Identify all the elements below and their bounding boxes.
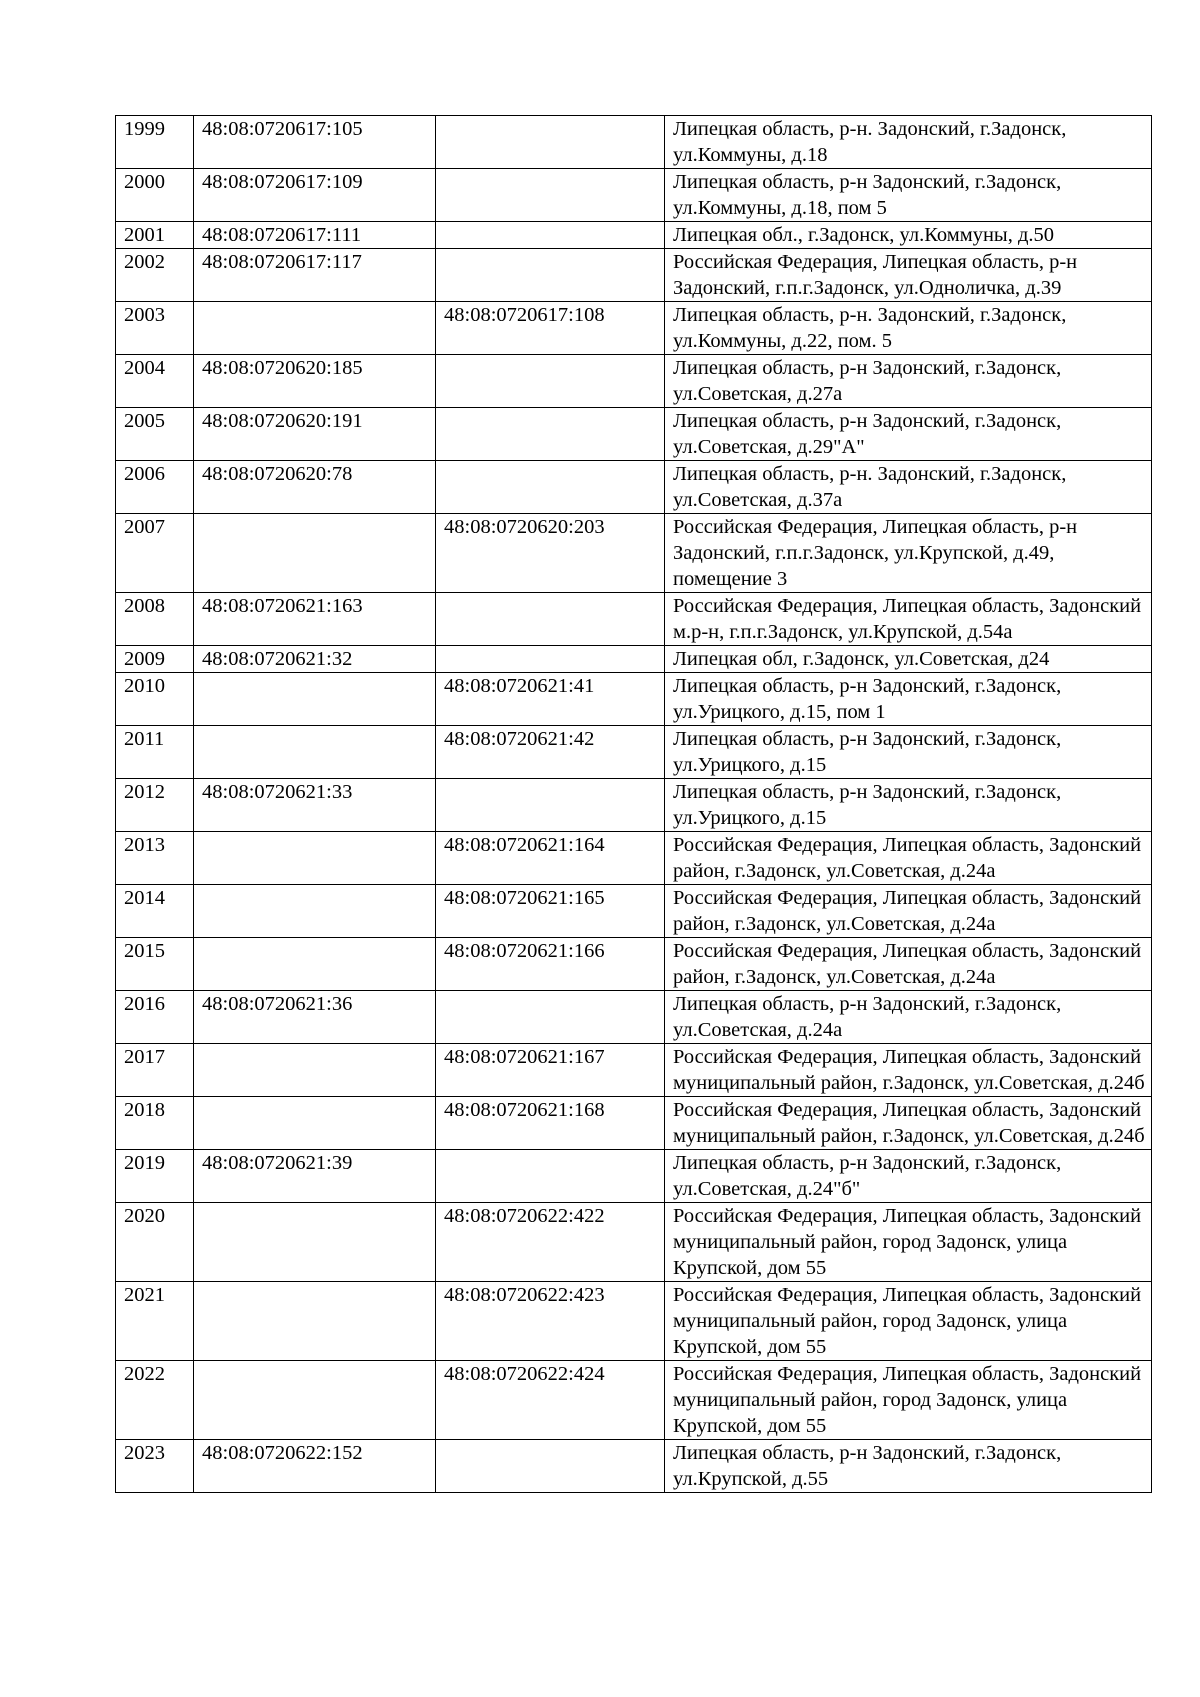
address-cell: Российская Федерация, Липецкая область, Задонский муниципальный район, г.Задонск, ул.Советская, д.24б <box>665 1097 1152 1150</box>
land-cadastral-number-cell <box>194 514 436 593</box>
table-row <box>116 991 1152 1044</box>
building-cadastral-number-cell <box>436 249 665 302</box>
building-cadastral-number-cell: 48:08:0720621:42 <box>436 726 665 779</box>
land-cadastral-number-cell <box>194 1361 436 1440</box>
table-row <box>116 1044 1152 1097</box>
building-cadastral-number-cell: 48:08:0720622:422 <box>436 1203 665 1282</box>
table-row <box>116 355 1152 408</box>
row-number-cell: 2009 <box>116 646 194 673</box>
land-cadastral-number-cell: 48:08:0720620:185 <box>194 355 436 408</box>
registry-table-body <box>116 116 1152 1493</box>
row-number-cell: 2005 <box>116 408 194 461</box>
address-cell: Липецкая область, р-н Задонский, г.Задонск, ул.Советская, д.29"А" <box>665 408 1152 461</box>
table-row <box>116 832 1152 885</box>
land-cadastral-number-cell <box>194 832 436 885</box>
address-cell: Российская Федерация, Липецкая область, Задонский м.р-н, г.п.г.Задонск, ул.Крупской, д.54а <box>665 593 1152 646</box>
table-row <box>116 726 1152 779</box>
row-number-cell: 2017 <box>116 1044 194 1097</box>
building-cadastral-number-cell <box>436 593 665 646</box>
row-number-cell: 2016 <box>116 991 194 1044</box>
land-cadastral-number-cell <box>194 726 436 779</box>
land-cadastral-number-cell <box>194 1044 436 1097</box>
row-number-cell: 2003 <box>116 302 194 355</box>
land-cadastral-number-cell: 48:08:0720622:152 <box>194 1440 436 1493</box>
building-cadastral-number-cell <box>436 116 665 169</box>
building-cadastral-number-cell <box>436 169 665 222</box>
building-cadastral-number-cell <box>436 461 665 514</box>
building-cadastral-number-cell: 48:08:0720621:167 <box>436 1044 665 1097</box>
address-cell: Российская Федерация, Липецкая область, Задонский муниципальный район, город Задонск, улица Крупской, дом 55 <box>665 1361 1152 1440</box>
row-number-cell: 2008 <box>116 593 194 646</box>
address-cell: Липецкая область, р-н Задонский, г.Задонск, ул.Советская, д.24"б" <box>665 1150 1152 1203</box>
row-number-cell: 2013 <box>116 832 194 885</box>
building-cadastral-number-cell: 48:08:0720621:164 <box>436 832 665 885</box>
address-cell: Российская Федерация, Липецкая область, Задонский район, г.Задонск, ул.Советская, д.24а <box>665 885 1152 938</box>
address-cell: Липецкая область, р-н Задонский, г.Задонск, ул.Коммуны, д.18, пом 5 <box>665 169 1152 222</box>
address-cell: Липецкая область, р-н Задонский, г.Задонск, ул.Советская, д.24а <box>665 991 1152 1044</box>
table-row <box>116 169 1152 222</box>
address-cell: Липецкая область, р-н. Задонский, г.Задонск, ул.Коммуны, д.22, пом. 5 <box>665 302 1152 355</box>
land-cadastral-number-cell: 48:08:0720620:78 <box>194 461 436 514</box>
table-row <box>116 461 1152 514</box>
row-number-cell: 2014 <box>116 885 194 938</box>
building-cadastral-number-cell: 48:08:0720621:168 <box>436 1097 665 1150</box>
building-cadastral-number-cell <box>436 991 665 1044</box>
land-cadastral-number-cell: 48:08:0720621:32 <box>194 646 436 673</box>
address-cell: Липецкая область, р-н Задонский, г.Задонск, ул.Урицкого, д.15 <box>665 726 1152 779</box>
address-cell: Липецкая область, р-н Задонский, г.Задонск, ул.Урицкого, д.15 <box>665 779 1152 832</box>
table-row <box>116 1150 1152 1203</box>
address-cell: Российская Федерация, Липецкая область, Задонский муниципальный район, город Задонск, улица Крупской, дом 55 <box>665 1203 1152 1282</box>
property-registry-table <box>115 115 1152 1493</box>
row-number-cell: 2023 <box>116 1440 194 1493</box>
building-cadastral-number-cell: 48:08:0720621:41 <box>436 673 665 726</box>
address-cell: Липецкая область, р-н Задонский, г.Задонск, ул.Урицкого, д.15, пом 1 <box>665 673 1152 726</box>
land-cadastral-number-cell <box>194 1203 436 1282</box>
table-row <box>116 673 1152 726</box>
building-cadastral-number-cell <box>436 646 665 673</box>
land-cadastral-number-cell: 48:08:0720621:36 <box>194 991 436 1044</box>
table-row <box>116 593 1152 646</box>
address-cell: Российская Федерация, Липецкая область, Задонский район, г.Задонск, ул.Советская, д.24а <box>665 938 1152 991</box>
table-row <box>116 302 1152 355</box>
building-cadastral-number-cell: 48:08:0720622:424 <box>436 1361 665 1440</box>
row-number-cell: 1999 <box>116 116 194 169</box>
building-cadastral-number-cell <box>436 355 665 408</box>
address-cell: Липецкая область, р-н. Задонский, г.Задонск, ул.Советская, д.37а <box>665 461 1152 514</box>
building-cadastral-number-cell: 48:08:0720620:203 <box>436 514 665 593</box>
land-cadastral-number-cell: 48:08:0720617:117 <box>194 249 436 302</box>
building-cadastral-number-cell: 48:08:0720621:166 <box>436 938 665 991</box>
land-cadastral-number-cell <box>194 673 436 726</box>
row-number-cell: 2010 <box>116 673 194 726</box>
row-number-cell: 2011 <box>116 726 194 779</box>
land-cadastral-number-cell: 48:08:0720617:109 <box>194 169 436 222</box>
address-cell: Российская Федерация, Липецкая область, Задонский район, г.Задонск, ул.Советская, д.24а <box>665 832 1152 885</box>
table-row <box>116 1203 1152 1282</box>
building-cadastral-number-cell: 48:08:0720621:165 <box>436 885 665 938</box>
land-cadastral-number-cell: 48:08:0720617:105 <box>194 116 436 169</box>
address-cell: Российская Федерация, Липецкая область, Задонский муниципальный район, г.Задонск, ул.Советская, д.24б <box>665 1044 1152 1097</box>
table-row <box>116 938 1152 991</box>
address-cell: Липецкая область, р-н Задонский, г.Задонск, ул.Крупской, д.55 <box>665 1440 1152 1493</box>
address-cell: Российская Федерация, Липецкая область, р-н Задонский, г.п.г.Задонск, ул.Крупской, д.49, помещение 3 <box>665 514 1152 593</box>
land-cadastral-number-cell: 48:08:0720621:33 <box>194 779 436 832</box>
table-row <box>116 1361 1152 1440</box>
table-row <box>116 222 1152 249</box>
table-row <box>116 1440 1152 1493</box>
land-cadastral-number-cell <box>194 885 436 938</box>
land-cadastral-number-cell <box>194 938 436 991</box>
row-number-cell: 2007 <box>116 514 194 593</box>
row-number-cell: 2015 <box>116 938 194 991</box>
land-cadastral-number-cell <box>194 302 436 355</box>
row-number-cell: 2021 <box>116 1282 194 1361</box>
row-number-cell: 2018 <box>116 1097 194 1150</box>
table-row <box>116 514 1152 593</box>
row-number-cell: 2012 <box>116 779 194 832</box>
table-row <box>116 1282 1152 1361</box>
land-cadastral-number-cell: 48:08:0720621:39 <box>194 1150 436 1203</box>
table-row <box>116 116 1152 169</box>
table-row <box>116 779 1152 832</box>
row-number-cell: 2004 <box>116 355 194 408</box>
address-cell: Липецкая обл., г.Задонск, ул.Коммуны, д.50 <box>665 222 1152 249</box>
table-row <box>116 646 1152 673</box>
address-cell: Российская Федерация, Липецкая область, р-н Задонский, г.п.г.Задонск, ул.Одноличка, д.39 <box>665 249 1152 302</box>
address-cell: Липецкая обл, г.Задонск, ул.Советская, д24 <box>665 646 1152 673</box>
land-cadastral-number-cell: 48:08:0720617:111 <box>194 222 436 249</box>
row-number-cell: 2022 <box>116 1361 194 1440</box>
table-row <box>116 1097 1152 1150</box>
row-number-cell: 2006 <box>116 461 194 514</box>
building-cadastral-number-cell <box>436 779 665 832</box>
land-cadastral-number-cell: 48:08:0720620:191 <box>194 408 436 461</box>
address-cell: Липецкая область, р-н Задонский, г.Задонск, ул.Советская, д.27а <box>665 355 1152 408</box>
row-number-cell: 2000 <box>116 169 194 222</box>
row-number-cell: 2019 <box>116 1150 194 1203</box>
row-number-cell: 2002 <box>116 249 194 302</box>
address-cell: Российская Федерация, Липецкая область, Задонский муниципальный район, город Задонск, улица Крупской, дом 55 <box>665 1282 1152 1361</box>
building-cadastral-number-cell: 48:08:0720622:423 <box>436 1282 665 1361</box>
land-cadastral-number-cell <box>194 1097 436 1150</box>
building-cadastral-number-cell <box>436 1150 665 1203</box>
building-cadastral-number-cell <box>436 1440 665 1493</box>
row-number-cell: 2020 <box>116 1203 194 1282</box>
building-cadastral-number-cell: 48:08:0720617:108 <box>436 302 665 355</box>
address-cell: Липецкая область, р-н. Задонский, г.Задонск, ул.Коммуны, д.18 <box>665 116 1152 169</box>
table-row <box>116 408 1152 461</box>
building-cadastral-number-cell <box>436 408 665 461</box>
land-cadastral-number-cell <box>194 1282 436 1361</box>
table-row <box>116 885 1152 938</box>
building-cadastral-number-cell <box>436 222 665 249</box>
table-row <box>116 249 1152 302</box>
land-cadastral-number-cell: 48:08:0720621:163 <box>194 593 436 646</box>
row-number-cell: 2001 <box>116 222 194 249</box>
